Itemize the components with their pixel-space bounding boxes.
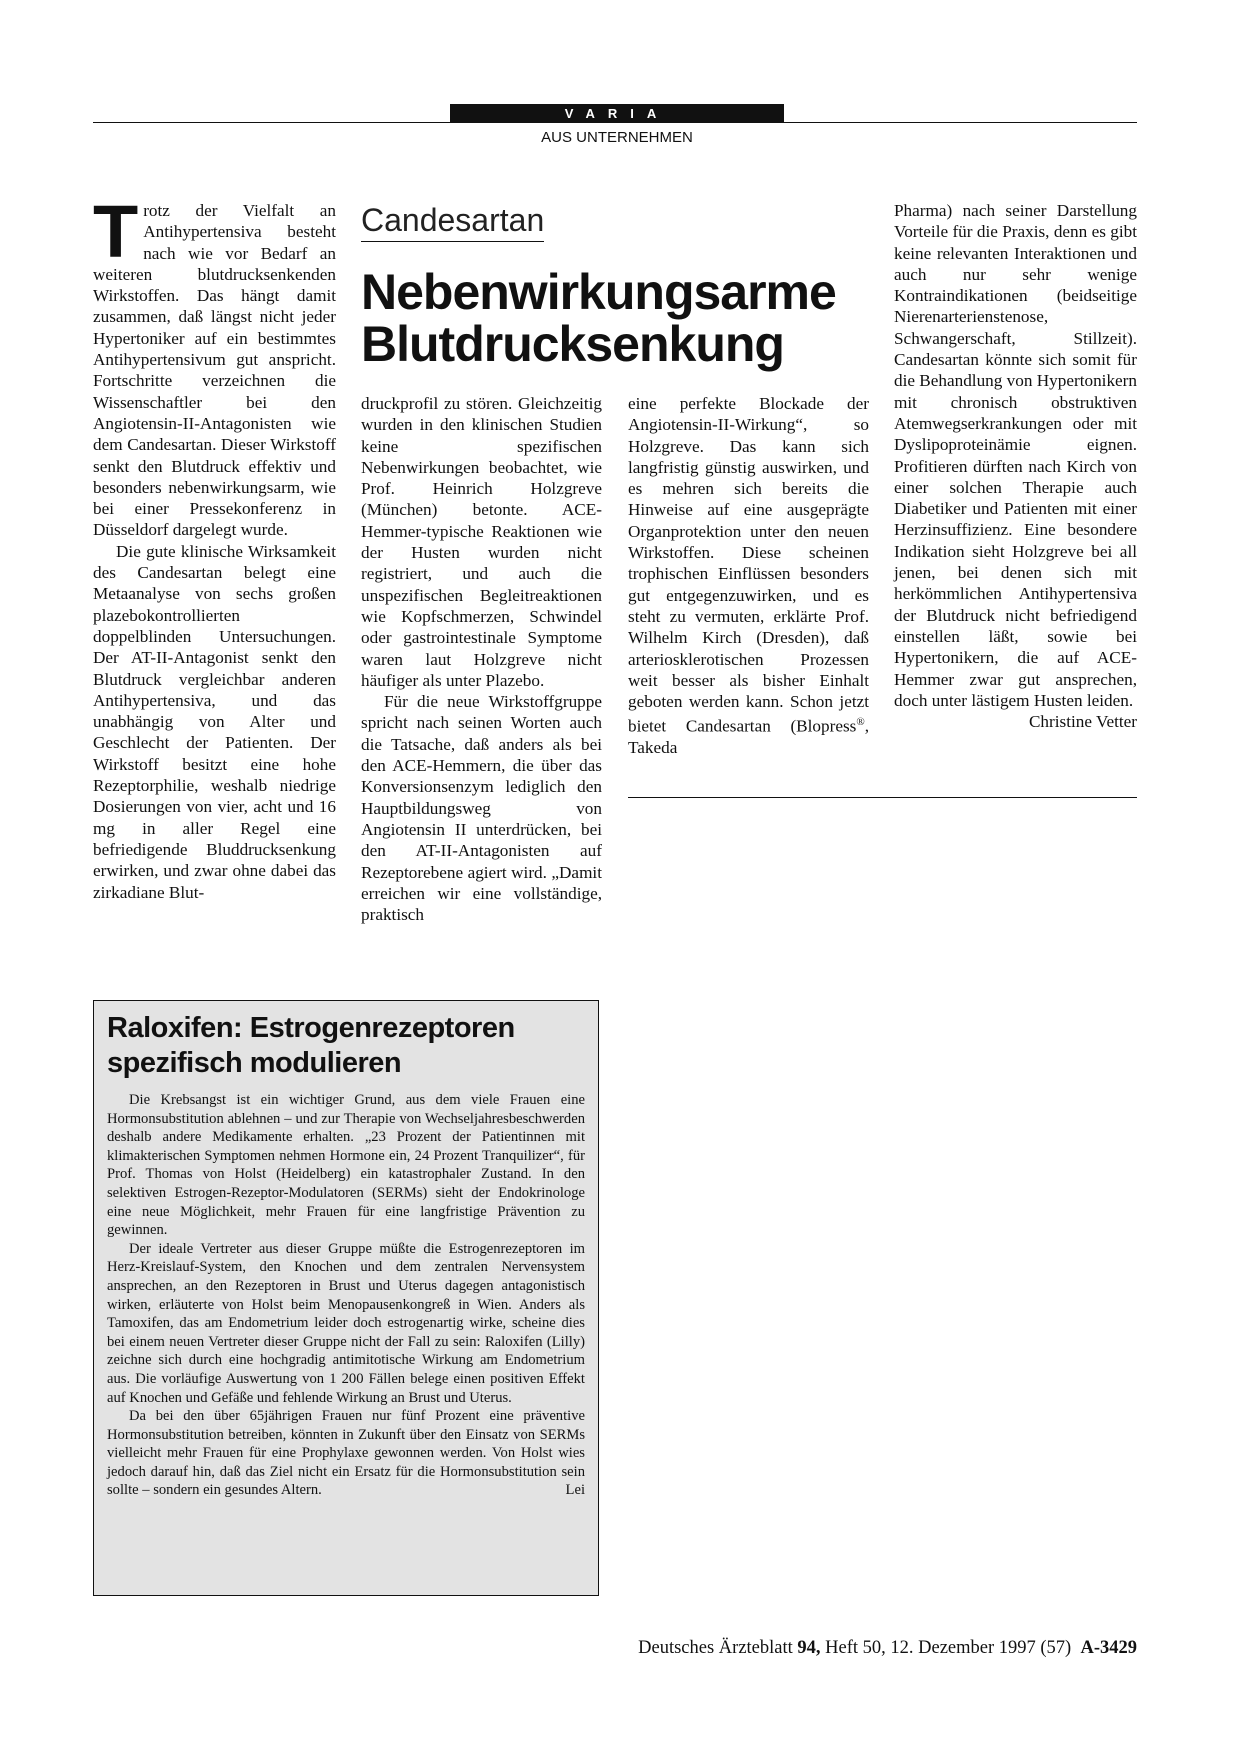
sidebar-paragraph bbox=[107, 1407, 585, 1500]
page-number: A-3429 bbox=[1080, 1638, 1137, 1658]
subsection-label: AUS UNTERNEHMEN bbox=[541, 129, 693, 146]
issue-date: Heft 50, 12. Dezember 1997 (57) bbox=[825, 1638, 1072, 1658]
article-column-2 bbox=[361, 393, 602, 925]
article-text: eine perfekte Blockade der Angiotensin-II-Wirkung“, so Holzgreve. Das kann sich langfristig günstig auswirken, und es mehren sich bereits die Hinweise auf eine ausgeprägte Organprotektion unter den neuen Wirkstoffen. Diese scheinen trophischen Einflüssen besonders gut entgegenzuwirken, und es steht zu vermuten, erklärte Prof. Wilhelm Kirch (Dresden), daß arteriosklerotischen Prozessen weit besser als bisher Einhalt geboten werden kann. Schon jetzt bietet Candesartan (Blopress bbox=[628, 394, 869, 737]
sidebar-text: Da bei den über 65jährigen Frauen nur fünf Prozent eine präventive Hormonsubstitution betreiben, könnten in Zukunft über den Einsatz von SERMs vielleicht mehr Frauen für eine Prophylaxe gewonnen werden. Von Holst wies jedoch darauf hin, daß das Ziel nicht ein Ersatz für die Hormonsubstitution sein sollte – sondern ein gesundes Altern. bbox=[107, 1408, 585, 1499]
article-paragraph bbox=[894, 200, 1137, 732]
journal-name: Deutsches Ärzteblatt bbox=[638, 1638, 793, 1658]
sidebar-author: Lei bbox=[565, 1482, 585, 1499]
journal-volume: 94, bbox=[797, 1638, 821, 1658]
article-column-3 bbox=[628, 393, 869, 759]
article-text: , Takeda bbox=[628, 717, 869, 758]
article-author: Christine Vetter bbox=[1028, 712, 1137, 732]
sidebar-paragraph: Der ideale Vertreter aus dieser Gruppe müßte die Estrogenrezeptoren im Herz-Kreislauf-System, den Knochen und dem zentralen Nervensystem ansprechen, an den Rezeptoren in Brust und Uterus dagegen antagonistisch wirken, erläuterte von Holst beim Menopausenkongreß in Wien. Anders als Tamoxifen, das am Endometrium leider doch estrogenartig wirke, scheine dies bei einem neuen Vertreter dieser Gruppe nicht der Fall zu sein: Raloxifen (Lilly) zeichne sich durch eine hochgradig antimitotische Wirkung am Endometrium aus. Die vorläufige Auswertung von 1 200 Fällen belege einen positiven Effekt auf Knochen und Gefäße und fehlende Wirkung an Brust und Uterus. bbox=[107, 1240, 585, 1406]
article-text: Pharma) nach seiner Darstellung Vorteile für die Praxis, denn es gibt keine relevanten Interaktionen und auch nur sehr wenige Kontraindikationen (beidseitige Nierenarterienstenose, Schwangerschaft, Stillzeit). Candesartan könnte sich somit für die Behandlung von Hypertonikern mit chronisch obstruktiven Atemwegserkrankungen oder mit Dyslipoproteinämie eignen. Profitieren dürften nach Kirch von einer solchen Therapie auch Diabetiker und Patienten mit einer Herzinsuffizienz. Eine besondere Indikation sieht Holzgreve bei all jenen, bei denen sich mit herkömmlichen Antihypertensiva der Blutdruck nicht befriedigend einstellen läßt, sowie bei Hypertonikern, die auf ACE-Hemmer zwar gut ansprechen, doch unter lästigem Husten leiden. bbox=[894, 201, 1137, 710]
article-paragraph: Für die neue Wirkstoffgruppe spricht nach seinen Worten auch die Tatsache, daß anders als bei den ACE-Hemmern, die über das Konversionsenzym lediglich den Hauptbildungsweg von Angiotensin II unterdrücken, bei den AT-II-Antagonisten auf Rezeptorebene agiert wird. „Damit erreichen wir eine vollständige, praktisch bbox=[361, 692, 602, 925]
article-kicker: Candesartan bbox=[361, 201, 544, 242]
sidebar-body bbox=[107, 1091, 585, 1500]
section-label: VARIA bbox=[450, 104, 784, 123]
article-column-1 bbox=[93, 190, 336, 903]
article-paragraph: druckprofil zu stören. Gleichzeitig wurden in den klinischen Studien keine spezifischen Nebenwirkungen beobachtet, wie Prof. Heinrich Holzgreve (München) betonte. ACE-Hemmer-typische Reaktionen wie der Husten wurden nicht registriert, und auch die unspezifischen Begleitreaktionen wie Kopfschmerzen, Schwindel oder gastrointestinale Symptome waren laut Holzgreve nicht häufiger als unter Plazebo. bbox=[361, 394, 602, 690]
page-footer bbox=[500, 1638, 1137, 1659]
article-paragraph: Die gute klinische Wirksamkeit des Candesartan belegt eine Metaanalyse von sechs großen plazebokontrollierten doppelblinden Untersuchungen. Der AT-II-Antagonist senkt den Blutdruck vergleichbar anderen Antihypertensiva, und das unabhängig von Alter und Geschlecht der Patienten. Der Wirkstoff besitzt eine hohe Rezeptorphilie, weshalb niedrige Dosierungen von vier, acht und 16 mg in aller Regel eine befriedigende Bluddrucksenkung erwirken, und zwar ohne dabei das zirkadiane Blut- bbox=[93, 541, 336, 902]
article-column-4 bbox=[894, 200, 1137, 732]
sidebar-paragraph: Die Krebsangst ist ein wichtiger Grund, aus dem viele Frauen eine Hormonsubstitution ablehnen – und zur Therapie von Wechseljahresbeschwerden deshalb andere Medikamente erhalten. „23 Prozent der Patientinnen mit klimakterischen Symptomen nehmen Hormone ein, 24 Prozent Tranquilizer“, für Prof. Thomas von Holst (Heidelberg) ein katastrophaler Zustand. In den selektiven Estrogen-Rezeptor-Modulatoren (SERMs) sieht der Endokrinologe eine neue Möglichkeit, mehr Frauen für eine langfristige Prävention zu gewinnen. bbox=[107, 1092, 585, 1239]
sidebar-box bbox=[93, 1000, 599, 1596]
article-headline: Nebenwirkungsarme Blutdrucksenkung bbox=[361, 264, 836, 372]
article-end-rule bbox=[628, 797, 1137, 798]
sidebar-title: Raloxifen: Estrogenrezeptoren spezifisch modulieren bbox=[107, 1012, 515, 1079]
article-paragraph: rotz der Vielfalt an Antihypertensiva besteht nach wie vor Bedarf an weiteren blutdrucksenkenden Wirkstoffen. Das hängt damit zusammen, daß längst nicht jeder Hypertoniker auf ein bestimmtes Antihypertensivum gut anspricht. Fortschritte verzeichnen die Wissenschaftler bei den Angiotensin-II-Antagonisten wie dem Candesartan. Dieser Wirkstoff senkt den Blutdruck effektiv und besonders nebenwirkungsarm, wie bei einer Pressekonferenz in Düsseldorf dargelegt wurde. bbox=[93, 201, 336, 540]
registered-mark: ® bbox=[856, 716, 865, 729]
drop-cap: T bbox=[93, 190, 139, 273]
article-paragraph bbox=[628, 393, 869, 759]
